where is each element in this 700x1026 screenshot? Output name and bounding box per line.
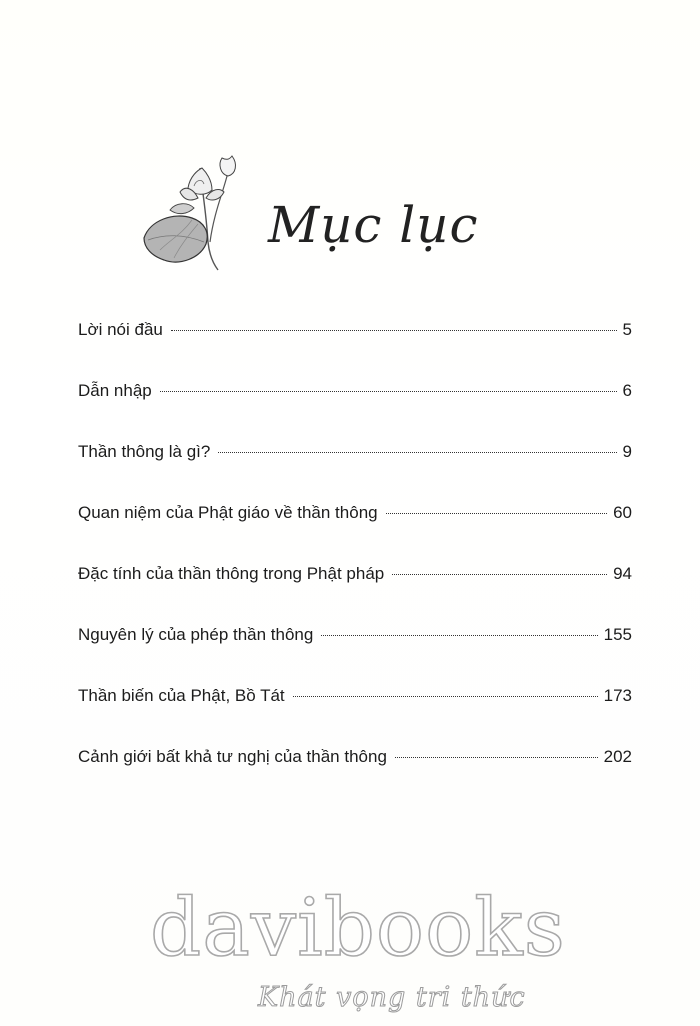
watermark-tagline: Khát vọng tri thức	[258, 982, 526, 1013]
toc-entry-title: Thần thông là gì?	[78, 442, 211, 461]
toc-entry[interactable]	[78, 686, 632, 747]
toc-entry-title: Quan niệm của Phật giáo về thần thông	[78, 503, 378, 522]
lotus-flower-icon	[140, 150, 245, 280]
dot-leader	[395, 757, 598, 758]
watermark-brand: davibooks	[150, 881, 566, 974]
toc-entry-page: 202	[603, 747, 632, 766]
toc-entry[interactable]	[78, 381, 632, 442]
toc-entry-title: Đặc tính của thần thông trong Phật pháp	[78, 564, 385, 583]
toc-entry[interactable]	[78, 625, 632, 686]
page-title: Mục lục	[268, 196, 479, 254]
dot-leader	[218, 452, 616, 453]
dot-leader	[386, 513, 607, 514]
toc-entry[interactable]	[78, 747, 632, 808]
toc-entry-page: 6	[622, 381, 632, 400]
toc-entry-page: 155	[603, 625, 632, 644]
dot-leader	[160, 391, 617, 392]
toc-entry-page: 173	[603, 686, 632, 705]
dot-leader	[392, 574, 607, 575]
dot-leader	[321, 635, 597, 636]
toc-entry[interactable]	[78, 442, 632, 503]
toc-entry-page: 5	[622, 320, 632, 339]
table-of-contents	[78, 320, 632, 808]
toc-entry-page: 9	[622, 442, 632, 461]
toc-entry[interactable]	[78, 564, 632, 625]
toc-entry-title: Cảnh giới bất khả tư nghị của thần thông	[78, 747, 387, 766]
toc-entry-page: 60	[613, 503, 632, 522]
toc-entry-page: 94	[613, 564, 632, 583]
toc-entry[interactable]	[78, 503, 632, 564]
dot-leader	[171, 330, 617, 331]
toc-entry-title: Nguyên lý của phép thần thông	[78, 625, 314, 644]
toc-entry[interactable]	[78, 320, 632, 381]
toc-entry-title: Thần biến của Phật, Bồ Tát	[78, 686, 285, 705]
toc-entry-title: Lời nói đầu	[78, 320, 163, 339]
toc-entry-title: Dẫn nhập	[78, 381, 152, 400]
dot-leader	[293, 696, 598, 697]
